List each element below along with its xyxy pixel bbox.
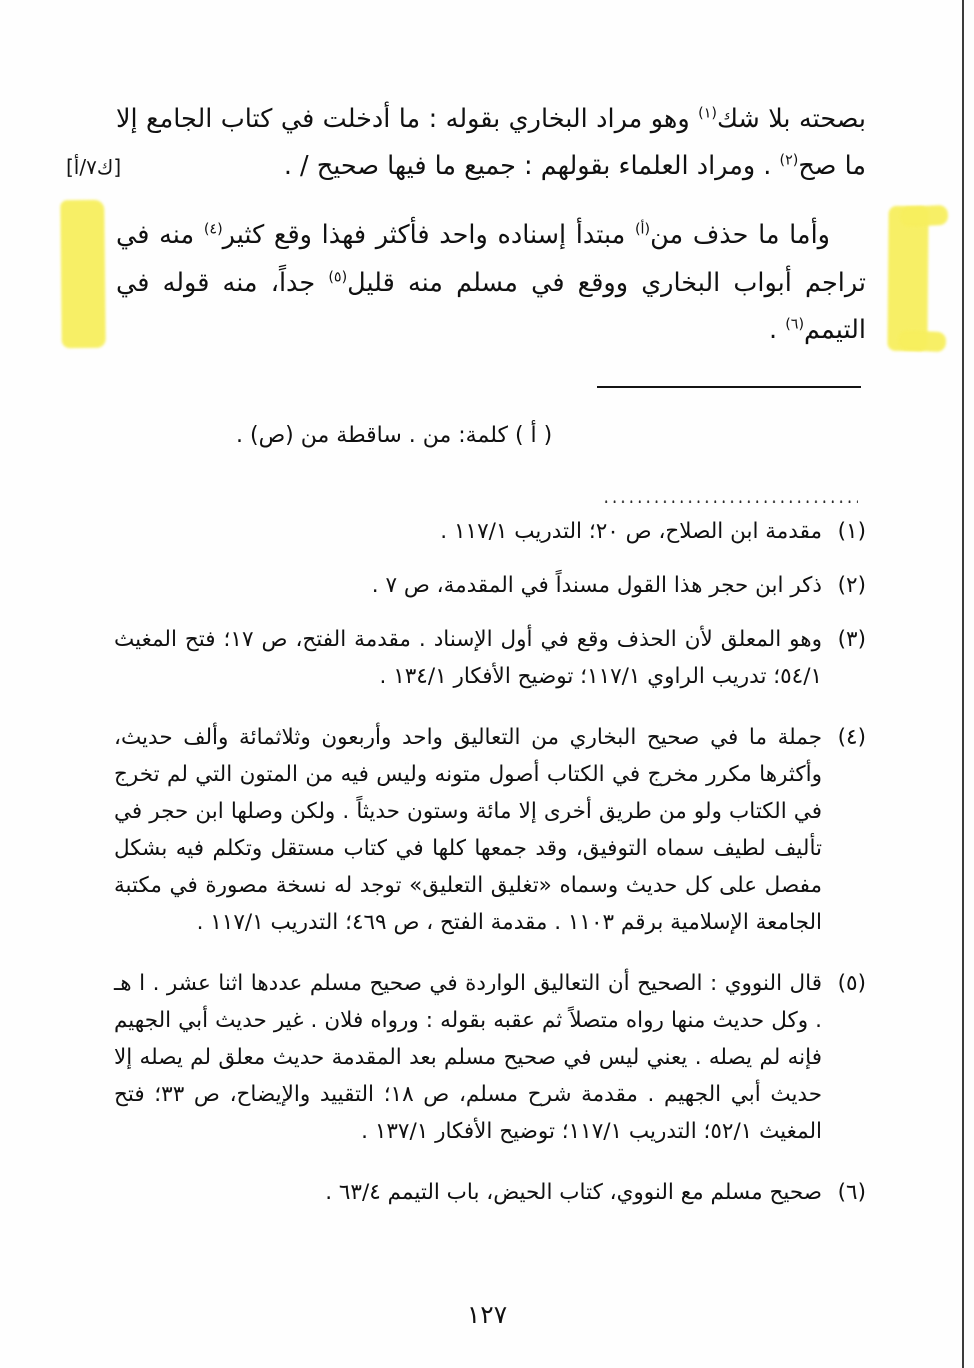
footnote-marker-5[interactable]: (٥): [328, 269, 348, 286]
footnote-marker: (١): [837, 519, 866, 544]
footnote-marker-6[interactable]: (٦): [785, 316, 805, 333]
footnote-separator-rule: [597, 386, 861, 388]
paragraph-2-segment-4: جداً، منه قوله في التيمم: [116, 267, 866, 345]
paragraph-2-segment-5: .: [768, 314, 786, 345]
footnote-marker: (٤): [837, 724, 866, 750]
body-paragraph-1: [116, 96, 866, 190]
scan-edge-artifact: [962, 0, 964, 1368]
highlighter-mark-right-bottom-flare: [898, 330, 947, 352]
footnote-marker: (٣): [837, 626, 866, 652]
footnote-marker-1[interactable]: (١): [698, 105, 717, 122]
footnote-item: [114, 568, 866, 605]
footnote-text: صحيح مسلم مع النووي، كتاب الحيض، باب التيمم ٦٣/٤ .: [325, 1179, 822, 1205]
footnote-marker: (٢): [837, 572, 866, 598]
paragraph-2-segment-1: وأما ما حذف من: [650, 220, 830, 251]
footnote-text: قال النووي : الصحيح أن التعاليق الواردة في صحيح مسلم عددها اثنا عشر . ا هـ . وكل حديث منها رواه متصلاً ثم عقبه بقوله : ورواه فلان . غير حديث أبي الجهيم فإنه لم يصله . يعني ليس في صحيح مسلم بعد المقدمة حديث معلق لم يصله إلا حديث أبي الجهيم . مقدمة شرح مسلم، ص ١٨؛ التقييد والإيضاح، ص ٣٣؛ فتح المغيث ٥٢/١؛ التدريب ١١٧/١؛ توضيح الأفكار ١٣٧/١ .: [114, 970, 823, 1144]
footnote-dotted-separator: [602, 489, 858, 503]
paragraph-1-segment-1: بصحته بلا شك: [716, 104, 866, 134]
footnote-marker: (٥): [837, 970, 866, 996]
folio-marginal-note: [ك٧/أ]: [66, 155, 122, 179]
footnote-text: وهو المعلق لأن الحذف وقع في أول الإسناد . مقدمة الفتح، ص ١٧؛ فتح المغيث ٥٤/١؛ تدريب الراوي ١١٧/١؛ توضيح الأفكار ١٣٤/١ .: [114, 626, 822, 689]
paragraph-1-segment-3: . ومراد العلماء بقولهم : جميع ما فيها صحيح / .: [283, 151, 780, 182]
footnote-marker-2[interactable]: (٢): [779, 152, 799, 169]
body-paragraph-2: [116, 212, 866, 354]
highlighter-mark-right: [887, 206, 928, 351]
body-text: [116, 96, 866, 358]
footnote-item: [114, 622, 866, 696]
footnote-item: [114, 966, 866, 1151]
paragraph-2-segment-3: منه في تراجم أبواب البخاري ووقع في مسلم منه قليل: [116, 220, 866, 298]
footnote-marker-4[interactable]: (٤): [203, 221, 223, 238]
page-number: ١٢٧: [466, 1300, 508, 1329]
footnote-text: ذكر ابن حجر هذا القول مسنداً في المقدمة، ص ٧ .: [371, 572, 822, 598]
footnote-item: [114, 1175, 866, 1212]
paragraph-1-segment-2: وهو مراد البخاري بقوله : ما أدخلت في كتاب الجامع إلا ما صح: [116, 104, 866, 182]
footnote-list: [114, 514, 866, 1229]
highlighter-mark-right-top-flare: [900, 205, 949, 227]
paragraph-2-segment-2: مبتدأ إسناده واحد فأكثر فهذا وقع كثير: [222, 220, 635, 251]
footnote-marker-alif[interactable]: (أ): [634, 221, 651, 238]
footnote-text: جملة ما في صحيح البخاري من التعاليق واحد وأربعون وثلاثمائة وألف حديث، وأكثرها مكرر مخرج في الكتاب أصول متونه وليس فيه من المتون التي لم تخرج في الكتاب ولو من طريق أخرى إلا مائة وستون حديثاً . ولكن وصلها ابن حجر في تأليف لطيف سماه التوفيق، وقد جمعها كلها في كتاب مستقل وتكلم فيه بشكل مفصل على كل حديث وسماه «تغليق التعليق» توجد له نسخة مصورة في مكتبة الجامعة الإسلامية برقم ١١٠٣ . مقدمة الفتح ، ص ٤٦٩؛ التدريب ١١٧/١ .: [114, 724, 822, 935]
footnote-marker: (٦): [837, 1179, 866, 1205]
footnote-item: [114, 514, 866, 551]
highlighter-mark-left: [60, 200, 106, 348]
footnote-letter-note: ( أ ) كلمة: من . ساقطة من (ص) .: [236, 423, 553, 448]
footnote-item: [114, 720, 866, 942]
footnote-text: مقدمة ابن الصلاح، ص ٢٠؛ التدريب ١١٧/١ .: [440, 519, 822, 544]
